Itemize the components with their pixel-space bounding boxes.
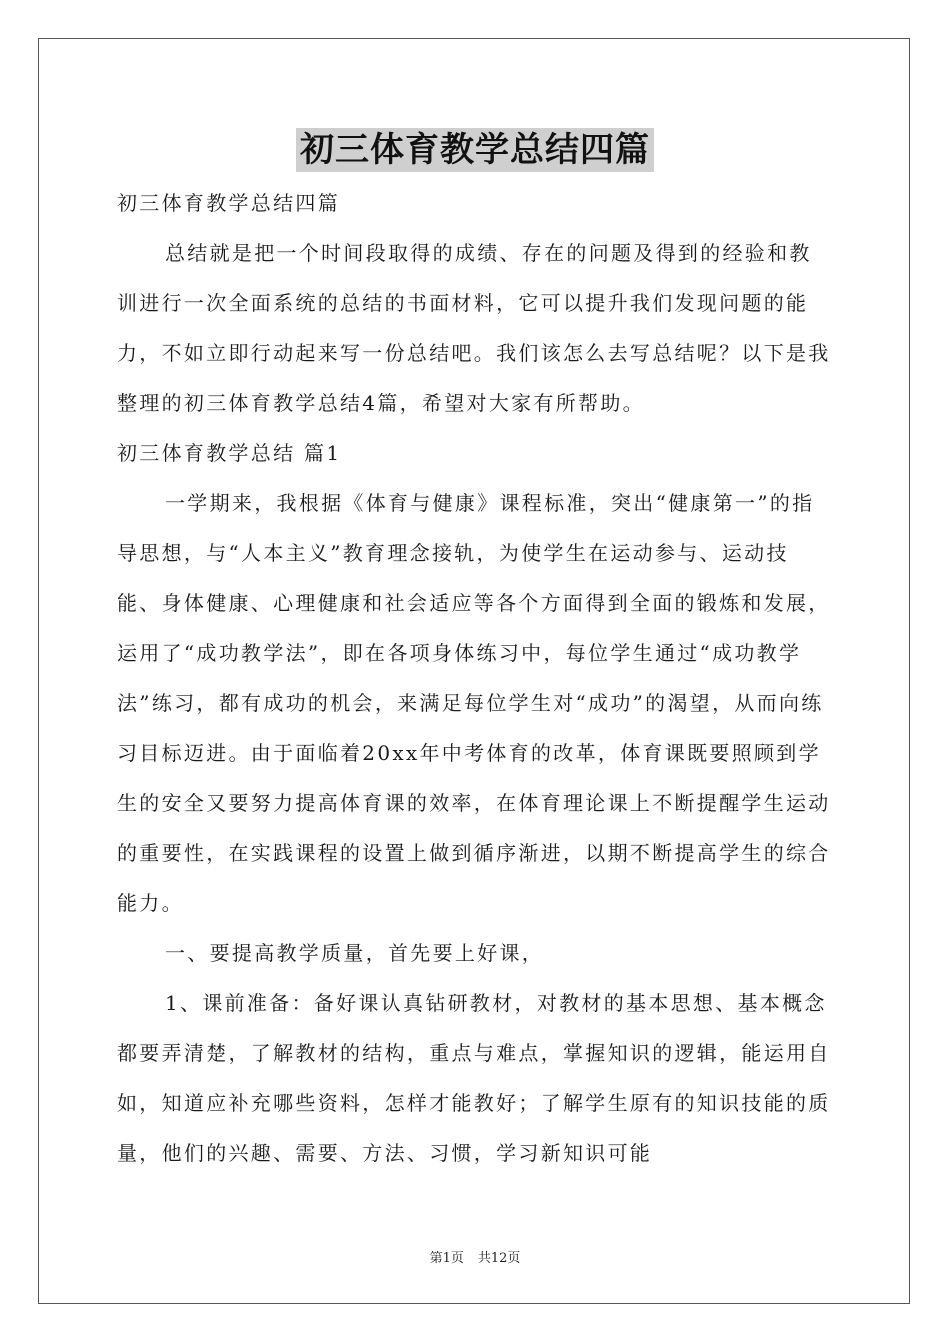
section-heading: 初三体育教学总结 篇1 bbox=[117, 441, 342, 465]
page-footer bbox=[0, 1247, 950, 1266]
page-total: 共12页 bbox=[477, 1251, 521, 1266]
body-paragraph: 1、课前准备：备好课认真钻研教材，对教材的基本思想、基本概念都要弄清楚，了解教材的结构，重点与难点，掌握知识的逻辑，能运用自如，知道应补充哪些资料，怎样才能教好；了解学生原有的知识技能的质量，他们的兴趣、需要、方法、习惯，学习新知识可能 bbox=[117, 991, 831, 1165]
intro-paragraph: 总结就是把一个时间段取得的成绩、存在的问题及得到的经验和教训进行一次全面系统的总结的书面材料，它可以提升我们发现问题的能力，不如立即行动起来写一份总结吧。我们该怎么去写总结呢？以下是我整理的初三体育教学总结4篇，希望对大家有所帮助。 bbox=[117, 241, 831, 415]
document-title: 初三体育教学总结四篇 bbox=[296, 128, 654, 172]
page-number: 第1页 bbox=[429, 1251, 464, 1266]
body-paragraph: 一、要提高教学质量，首先要上好课， bbox=[165, 941, 545, 965]
document-body bbox=[117, 178, 833, 1178]
subtitle-line: 初三体育教学总结四篇 bbox=[117, 191, 340, 215]
title-container bbox=[0, 128, 950, 172]
body-paragraph: 一学期来，我根据《体育与健康》课程标准，突出“健康第一”的指导思想，与“人本主义”教育理念接轨，为使学生在运动参与、运动技能、身体健康、心理健康和社会适应等各个方面得到全面的锻炼和发展，运用了“成功教学法”，即在各项身体练习中，每位学生通过“成功教学法”练习，都有成功的机会，来满足每位学生对“成功”的渴望，从而向练习目标迈进。由于面临着20xx年中考体育的改革，体育课既要照顾到学生的安全又要努力提高体育课的效率，在体育理论课上不断提醒学生运动的重要性，在实践课程的设置上做到循序渐进，以期不断提高学生的综合能力。 bbox=[117, 491, 831, 915]
